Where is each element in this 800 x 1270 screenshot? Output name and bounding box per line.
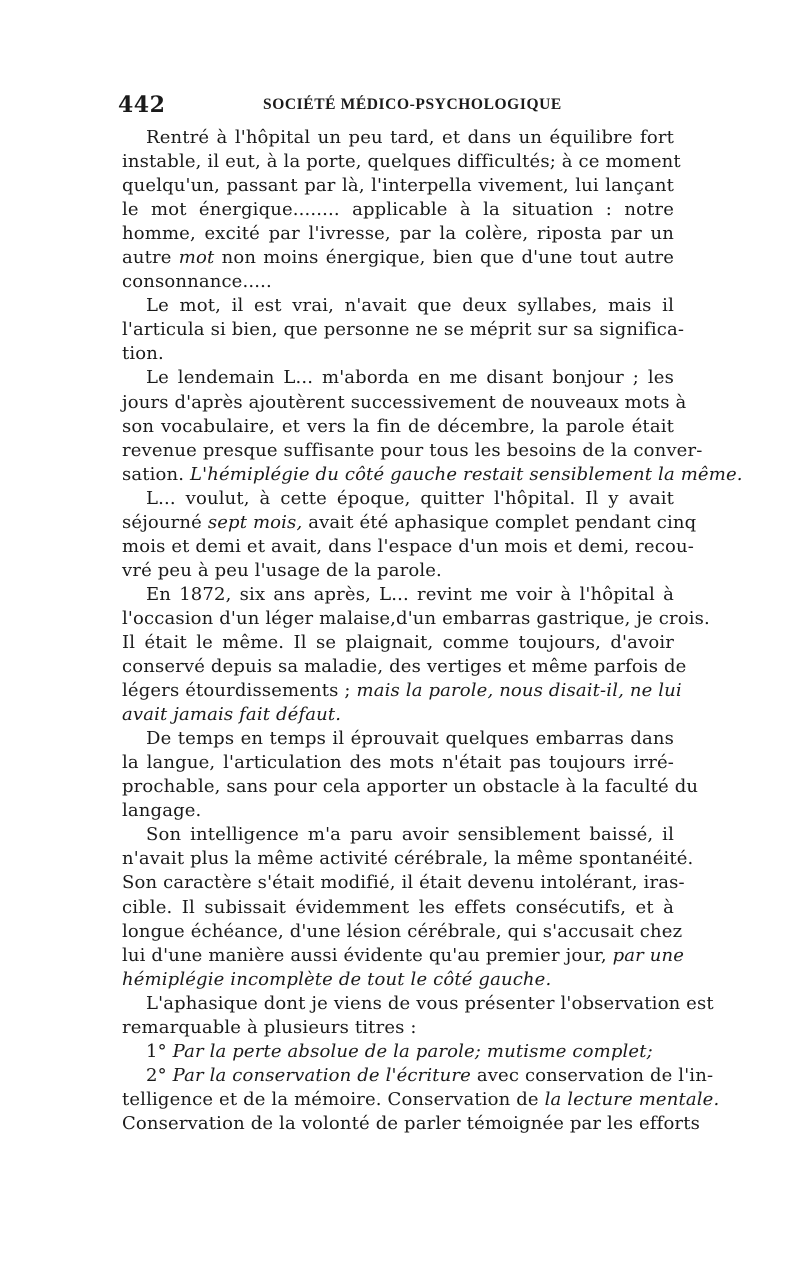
italic-text: sept mois, <box>207 511 303 533</box>
line-text: 2° <box>146 1064 173 1086</box>
text-line <box>122 126 674 150</box>
text-line <box>122 607 710 631</box>
line-text: remarquable à plusieurs titres : <box>122 1016 417 1038</box>
line-text: sation. <box>122 463 191 485</box>
line-text: telligence et de la mémoire. Conservation de <box>122 1088 545 1110</box>
line-text: l'articula si bien, que personne ne se méprit sur sa significa- <box>122 319 685 341</box>
running-title: SOCIÉTÉ MÉDICO-PSYCHOLOGIQUE <box>263 96 562 113</box>
line-text: langage. <box>122 800 202 822</box>
text-line <box>122 198 674 222</box>
line-text: lui d'une manière aussi évidente qu'au premier jour, <box>122 944 613 966</box>
text-line <box>122 294 674 318</box>
text-line <box>122 631 674 655</box>
line-text: Le mot, il est vrai, n'avait que deux syllabes, mais il <box>146 295 674 317</box>
line-text: avait été aphasique complet pendant cinq <box>302 511 697 533</box>
text-line <box>122 150 681 174</box>
line-text: la langue, l'articulation des mots n'était pas toujours irré- <box>122 752 674 774</box>
line-text: légers étourdissements ; <box>122 680 357 702</box>
line-text: avec conservation de l'in- <box>470 1064 714 1086</box>
line-text: 1° <box>146 1040 173 1062</box>
line-text: L'aphasique dont je viens de vous présenter l'observation est <box>146 992 714 1014</box>
italic-text: hémiplégie incomplète de tout le côté gauche. <box>122 968 552 990</box>
text-line <box>122 535 694 559</box>
text-line <box>122 1064 714 1088</box>
text-line <box>122 391 687 415</box>
line-text: instable, il eut, à la porte, quelques difficultés; à ce moment <box>122 151 681 173</box>
line-text: séjourné <box>122 511 208 533</box>
italic-text: Par la conservation de l'écriture <box>172 1064 471 1086</box>
running-header <box>118 92 678 118</box>
text-line <box>122 823 674 847</box>
text-line <box>122 727 674 751</box>
text-line <box>122 583 674 607</box>
text-line <box>122 799 674 823</box>
text-line <box>122 944 685 968</box>
line-text: L... voulut, à cette époque, quitter l'hôpital. Il y avait <box>146 487 674 509</box>
line-text: Il était le même. Il se plaignait, comme toujours, d'avoir <box>122 631 674 653</box>
line-text: Rentré à l'hôpital un peu tard, et dans un équilibre fort <box>146 127 674 148</box>
text-line <box>122 920 683 944</box>
text-line <box>122 559 674 583</box>
text-line <box>122 439 703 463</box>
text-line <box>122 463 743 487</box>
line-text: jours d'après ajoutèrent successivement de nouveaux mots à <box>122 391 687 413</box>
line-text: autre <box>122 247 179 269</box>
text-line <box>122 896 674 920</box>
line-text: cible. Il subissait évidemment les effets consécutifs, et à <box>122 896 674 918</box>
line-text: mois et demi et avait, dans l'espace d'un mois et demi, recou- <box>122 535 694 557</box>
text-line <box>122 775 699 799</box>
text-line <box>122 487 674 511</box>
line-text: vré peu à peu l'usage de la parole. <box>122 559 442 581</box>
text-line <box>122 655 687 679</box>
line-text: Conservation de la volonté de parler témoignée par les efforts <box>122 1112 700 1134</box>
text-line <box>122 703 674 727</box>
line-text: prochable, sans pour cela apporter un obstacle à la faculté du <box>122 776 699 798</box>
text-line <box>122 1040 674 1064</box>
text-line <box>122 342 674 366</box>
line-text: n'avait plus la même activité cérébrale, la même spontanéité. <box>122 848 694 870</box>
text-line <box>122 679 682 703</box>
line-text: revenue presque suffisante pour tous les besoins de la conver- <box>122 439 703 461</box>
body-text <box>122 126 743 1136</box>
line-text: De temps en temps il éprouvait quelques embarras dans <box>146 728 674 750</box>
text-line <box>122 751 674 775</box>
text-line <box>122 847 694 871</box>
line-text: quelqu'un, passant par là, l'interpella vivement, lui lançant <box>122 175 674 197</box>
text-line <box>122 366 674 390</box>
line-text: tion. <box>122 343 164 365</box>
text-line <box>122 511 697 535</box>
line-text: En 1872, six ans après, L... revint me voir à l'hôpital à <box>146 583 674 605</box>
line-text: Son intelligence m'a paru avoir sensiblement baissé, il <box>146 824 674 846</box>
text-line <box>122 318 685 342</box>
line-text: l'occasion d'un léger malaise,d'un embarras gastrique, je crois. <box>122 607 710 629</box>
line-text: Le lendemain L... m'aborda en me disant bonjour ; les <box>146 367 674 389</box>
italic-text: Par la perte absolue de la parole; mutisme complet; <box>172 1040 653 1062</box>
italic-text: avait jamais fait défaut. <box>122 704 342 726</box>
italic-text: par une <box>612 944 685 966</box>
text-line <box>122 968 674 992</box>
text-line <box>122 1112 700 1136</box>
italic-text: mais la parole, nous disait-il, ne lui <box>356 680 682 702</box>
text-line <box>122 174 674 198</box>
line-text: longue échéance, d'une lésion cérébrale, qui s'accusait chez <box>122 920 683 942</box>
italic-text: la lecture mentale. <box>544 1088 720 1110</box>
italic-text: mot <box>178 247 215 269</box>
line-text: conservé depuis sa maladie, des vertiges et même parfois de <box>122 656 687 678</box>
text-line <box>122 1016 674 1040</box>
text-line <box>122 246 674 270</box>
line-text: le mot énergique........ applicable à la situation : notre <box>122 199 674 221</box>
text-line <box>122 222 674 246</box>
line-text: homme, excité par l'ivresse, par la colère, riposta par un <box>122 223 674 245</box>
line-text: non moins énergique, bien que d'une tout autre <box>214 247 675 269</box>
text-line <box>122 871 685 895</box>
line-text: son vocabulaire, et vers la fin de décembre, la parole était <box>122 415 674 437</box>
page-number: 442 <box>118 92 166 118</box>
text-line <box>122 1088 720 1112</box>
text-line <box>122 270 674 294</box>
line-text: Son caractère s'était modifié, il était devenu intolérant, iras- <box>122 872 685 894</box>
italic-text: L'hémiplégie du côté gauche restait sensiblement la même. <box>190 463 743 485</box>
text-line <box>122 415 674 439</box>
text-line <box>122 992 714 1016</box>
line-text: consonnance..... <box>122 271 272 293</box>
